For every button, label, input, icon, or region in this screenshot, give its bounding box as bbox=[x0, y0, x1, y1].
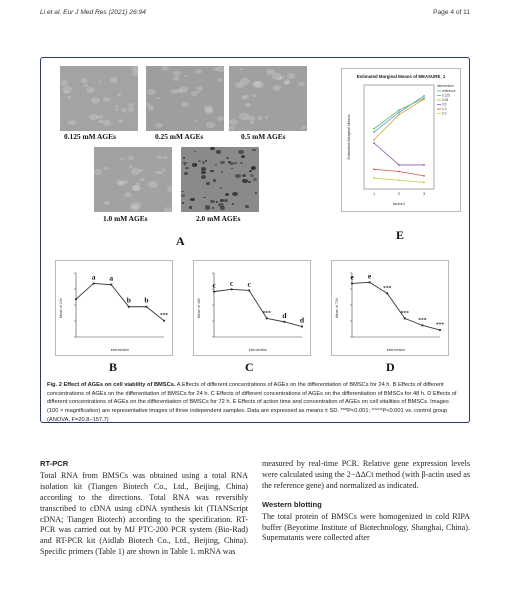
cell-texture bbox=[86, 87, 95, 93]
cell-texture bbox=[232, 192, 238, 196]
data-point bbox=[248, 289, 250, 291]
legend-label: 0.5 bbox=[442, 102, 447, 107]
chart-d bbox=[331, 260, 449, 356]
data-annotation: a bbox=[91, 272, 96, 282]
data-point bbox=[283, 321, 285, 323]
data-annotation: d bbox=[282, 310, 287, 320]
cell-texture bbox=[241, 155, 245, 158]
chart-c-svg bbox=[194, 261, 310, 355]
cell-texture bbox=[99, 80, 103, 83]
data-point bbox=[93, 282, 95, 284]
cell-texture bbox=[301, 126, 306, 130]
cell-texture bbox=[221, 171, 223, 172]
cell-texture bbox=[185, 167, 188, 169]
cell-texture bbox=[265, 116, 269, 118]
chart-e bbox=[341, 68, 461, 212]
cell-texture bbox=[118, 119, 123, 123]
cell-texture bbox=[220, 161, 225, 164]
cell-texture bbox=[104, 201, 110, 205]
x-axis-label: intervention bbox=[110, 348, 130, 352]
y-axis-label: Mean of 72h bbox=[335, 298, 339, 318]
data-point bbox=[213, 291, 215, 293]
cell-texture bbox=[183, 157, 185, 159]
cell-texture bbox=[157, 97, 160, 99]
data-annotation: d bbox=[299, 315, 305, 325]
cell-texture bbox=[250, 121, 254, 124]
cell-texture bbox=[242, 95, 247, 98]
cell-texture bbox=[173, 76, 179, 81]
x-axis-label: intervention bbox=[248, 348, 268, 352]
data-annotation: e bbox=[350, 272, 354, 282]
data-point bbox=[75, 298, 77, 300]
cell-texture bbox=[249, 170, 252, 172]
cell-texture bbox=[205, 205, 211, 209]
cell-texture bbox=[110, 77, 118, 83]
cell-texture bbox=[147, 89, 156, 95]
cell-texture bbox=[173, 71, 180, 76]
cell-texture bbox=[238, 150, 244, 154]
x-tick-label: 1 bbox=[372, 192, 376, 196]
cell-texture bbox=[94, 169, 102, 175]
data-annotation: c bbox=[212, 280, 216, 290]
cell-texture bbox=[212, 207, 214, 208]
data-point bbox=[128, 306, 130, 308]
panel-letter-e: E bbox=[396, 228, 405, 242]
x-axis-label: intervention bbox=[386, 348, 406, 352]
cell-texture bbox=[63, 86, 72, 92]
cell-texture bbox=[195, 120, 198, 122]
data-point bbox=[398, 111, 400, 113]
cell-texture bbox=[242, 179, 247, 183]
plot-area bbox=[364, 85, 434, 189]
cell-texture bbox=[204, 105, 214, 112]
data-point bbox=[439, 329, 441, 331]
cell-texture bbox=[206, 182, 210, 185]
data-annotation: *** bbox=[262, 310, 271, 317]
cell-texture bbox=[213, 179, 216, 181]
data-point bbox=[373, 168, 375, 170]
data-point bbox=[386, 292, 388, 294]
micrograph-0125 bbox=[60, 66, 138, 131]
cell-texture bbox=[217, 116, 224, 121]
cell-texture bbox=[248, 181, 251, 183]
y-axis-label: Estimated Marginal Means bbox=[347, 114, 351, 160]
cell-texture bbox=[201, 175, 206, 179]
data-point bbox=[398, 179, 400, 181]
cell-texture bbox=[252, 149, 255, 151]
cell-texture bbox=[251, 167, 253, 169]
cell-texture bbox=[191, 91, 198, 96]
series-line bbox=[76, 283, 164, 320]
caption-title: Fig. 2 bbox=[47, 382, 62, 388]
cell-texture bbox=[202, 161, 206, 164]
data-annotation: *** bbox=[159, 312, 169, 319]
micrograph-10 bbox=[94, 147, 172, 212]
cell-texture bbox=[115, 109, 119, 112]
data-annotation: *** bbox=[435, 322, 445, 329]
cell-texture bbox=[245, 205, 249, 208]
data-point bbox=[404, 317, 406, 319]
cell-texture bbox=[192, 163, 197, 166]
cell-texture bbox=[170, 89, 177, 94]
cell-texture bbox=[162, 169, 166, 172]
data-point bbox=[398, 171, 400, 173]
y-axis-label: Mean of 24h bbox=[59, 298, 63, 318]
cell-texture bbox=[201, 171, 206, 175]
data-point bbox=[373, 128, 375, 130]
legend-label: 0.25 bbox=[442, 98, 449, 102]
data-point bbox=[163, 320, 165, 322]
body-left-column bbox=[40, 459, 248, 558]
x-axis-label: factor1 bbox=[392, 201, 406, 206]
cell-texture bbox=[140, 178, 145, 181]
cell-texture bbox=[184, 75, 187, 77]
cell-texture bbox=[84, 84, 87, 86]
chart-e-svg bbox=[342, 69, 460, 211]
cell-texture bbox=[81, 78, 87, 82]
cell-texture bbox=[96, 115, 102, 119]
legend-label: reference bbox=[442, 89, 456, 93]
cell-texture bbox=[189, 206, 192, 208]
data-point bbox=[351, 282, 353, 284]
data-point bbox=[373, 131, 375, 133]
cell-texture bbox=[226, 157, 229, 159]
cell-texture bbox=[215, 164, 218, 166]
cell-texture bbox=[206, 122, 214, 128]
micrograph-label: 0.125 mM AGEs bbox=[64, 132, 116, 141]
cell-texture bbox=[128, 107, 135, 112]
cell-texture bbox=[240, 78, 250, 85]
cell-texture bbox=[234, 162, 237, 164]
legend-label: 1.0 bbox=[442, 107, 447, 111]
cell-texture bbox=[167, 186, 172, 192]
data-point bbox=[423, 98, 425, 100]
data-annotation: b bbox=[144, 295, 149, 305]
cell-texture bbox=[196, 86, 203, 91]
micrograph-20 bbox=[181, 147, 259, 212]
cell-texture bbox=[148, 181, 158, 188]
cell-texture bbox=[210, 200, 214, 203]
cell-texture bbox=[218, 203, 223, 207]
cell-texture bbox=[121, 108, 127, 112]
chart-d-svg bbox=[332, 261, 448, 355]
cell-texture bbox=[203, 197, 206, 199]
cell-texture bbox=[198, 160, 201, 162]
cell-texture bbox=[115, 105, 119, 108]
data-point bbox=[373, 142, 375, 144]
micrograph-label: 0.25 mM AGEs bbox=[155, 132, 204, 141]
micrograph-label: 2.0 mM AGEs bbox=[196, 214, 241, 223]
section-heading-rtpcr: RT-PCR bbox=[40, 459, 69, 468]
data-annotation: e bbox=[367, 271, 372, 281]
cell-texture bbox=[164, 207, 172, 212]
data-annotation: c bbox=[247, 279, 251, 289]
cell-texture bbox=[157, 155, 162, 159]
data-point bbox=[423, 175, 425, 177]
cell-texture bbox=[98, 120, 103, 124]
cell-texture bbox=[91, 97, 100, 104]
legend-label: 0.125 bbox=[442, 93, 450, 98]
cell-texture bbox=[133, 185, 140, 190]
page-number: Page 4 of 11 bbox=[433, 9, 470, 16]
cell-texture bbox=[217, 66, 224, 71]
paragraph-rtpcr-cont: measured by real-time PCR. Relative gene expression levels were calculated using the 2−ΔΔCt method (with β-actin used as the reference gene) and normalized as indicated. bbox=[262, 459, 470, 490]
figure-caption bbox=[47, 381, 459, 425]
cell-texture bbox=[273, 85, 281, 91]
cell-texture bbox=[210, 170, 213, 172]
cell-texture bbox=[132, 66, 138, 71]
cell-texture bbox=[245, 103, 251, 107]
data-point bbox=[421, 324, 423, 326]
cell-texture bbox=[231, 168, 233, 169]
cell-texture bbox=[183, 162, 187, 164]
cell-texture bbox=[130, 205, 139, 212]
cell-texture bbox=[287, 73, 295, 79]
cell-texture bbox=[218, 78, 223, 82]
data-point bbox=[301, 325, 303, 327]
body-right-column bbox=[262, 459, 470, 544]
cell-texture bbox=[216, 150, 221, 153]
cell-texture bbox=[257, 116, 263, 120]
series-line bbox=[352, 282, 440, 330]
cell-texture bbox=[67, 96, 71, 99]
cell-texture bbox=[190, 198, 195, 201]
micrograph-05 bbox=[229, 66, 307, 131]
cell-texture bbox=[123, 180, 128, 183]
data-annotation: *** bbox=[418, 317, 427, 324]
cell-texture bbox=[184, 164, 186, 166]
cell-texture bbox=[239, 68, 242, 70]
cell-texture bbox=[224, 199, 228, 202]
panel-letter-d: D bbox=[386, 360, 395, 374]
cell-texture bbox=[229, 119, 238, 125]
caption-lead: Effect of AGEs on cell viability of BMSCs. bbox=[63, 382, 176, 388]
cell-texture bbox=[125, 192, 132, 197]
cell-texture bbox=[210, 147, 214, 150]
paragraph-western: The total protein of BMSCs were homogenized in cold RIPA buffer (Beyotime Institute of Biotechnology, Shanghai, China). Supernatants were collected after bbox=[262, 511, 470, 543]
cell-texture bbox=[242, 174, 246, 177]
cell-texture bbox=[195, 69, 202, 74]
data-point bbox=[373, 139, 375, 141]
cell-texture bbox=[252, 94, 256, 97]
cell-texture bbox=[161, 66, 168, 71]
cell-texture bbox=[220, 199, 224, 202]
cell-texture bbox=[229, 126, 235, 130]
cell-texture bbox=[235, 174, 241, 178]
x-tick-label: 2 bbox=[397, 192, 401, 196]
cell-texture bbox=[298, 82, 305, 87]
cell-texture bbox=[240, 162, 243, 164]
panel-letter-a: A bbox=[176, 234, 185, 248]
chart-b-svg bbox=[56, 261, 172, 355]
cell-texture bbox=[254, 81, 264, 88]
cell-texture bbox=[117, 93, 121, 96]
data-point bbox=[423, 182, 425, 184]
series-line bbox=[214, 289, 302, 326]
cell-texture bbox=[250, 174, 254, 177]
cell-texture bbox=[253, 178, 258, 181]
cell-texture bbox=[225, 193, 229, 196]
panel-letter-c: C bbox=[245, 360, 254, 374]
cell-texture bbox=[146, 103, 149, 105]
cell-texture bbox=[182, 202, 185, 204]
cell-texture bbox=[132, 71, 138, 76]
data-annotation: *** bbox=[383, 285, 392, 292]
data-point bbox=[398, 164, 400, 166]
micrograph-label: 1.0 mM AGEs bbox=[103, 214, 148, 223]
paragraph-rtpcr: Total RNA from BMSCs was obtained using a total RNA isolation kit (Tiangen Biotech Co., Ltd., Beijing, China) according to the directions. Total RNA was reversibly transcribed to cDNA using cDNA synthesis kit (TIANScript cDNA; Tiangen Biotech) according to the specification. RT-PCR was carried out by MJ PTC-200 PCR system (Bio-Rad) and RT-PCR kit (Aidlab Biotech Co., Ltd., Beijing, China). Specific primers (Table 1) are shown in Table 1. mRNA was bbox=[40, 470, 248, 557]
section-heading-western: Western blotting bbox=[262, 499, 322, 509]
chart-c bbox=[193, 260, 311, 356]
cell-texture bbox=[194, 151, 196, 152]
cell-texture bbox=[163, 156, 167, 159]
cell-texture bbox=[179, 86, 189, 93]
cell-texture bbox=[159, 171, 163, 174]
cell-texture bbox=[255, 192, 258, 194]
x-tick-label: 3 bbox=[422, 192, 426, 196]
cell-texture bbox=[103, 97, 110, 102]
data-annotation: a bbox=[109, 273, 114, 283]
cell-texture bbox=[103, 120, 111, 126]
legend-title: intervention bbox=[437, 84, 454, 88]
data-point bbox=[373, 177, 375, 179]
cell-texture bbox=[284, 81, 290, 85]
caption-body: A Effects of different concentrations of AGEs on the differentiation of BMSCs for 24 h. B Effects of different concentrations of AGEs on the differentiation of BMSCs for 24 h. C Effects of different concentrations of AGEs on the differentiation of BMSCs for 48 h. D Effects of different concentrations of AGEs on the differentiation of BMSCs for 72 h. E Effects of action time and concentration of AGEs on cell vitalities of BMSCs. Images (100 × magnification) are representative images of three independent samples. Data are expressed as means ± SD. ***P<0.001; ^^^^P<0.001 vs. control group (ANOVA, F=20.8–157.7) bbox=[47, 382, 457, 423]
cell-texture bbox=[103, 167, 108, 170]
cell-texture bbox=[128, 156, 133, 160]
data-point bbox=[398, 114, 400, 116]
data-point bbox=[369, 281, 371, 283]
data-point bbox=[231, 288, 233, 290]
data-point bbox=[423, 95, 425, 97]
data-annotation: c bbox=[229, 278, 234, 288]
cell-texture bbox=[120, 158, 124, 161]
chart-title: Estimated Marginal Means of MEASURE_1 bbox=[356, 74, 446, 79]
cell-texture bbox=[181, 194, 185, 197]
chart-b bbox=[55, 260, 173, 356]
cell-texture bbox=[247, 116, 255, 121]
data-point bbox=[110, 284, 112, 286]
cell-texture bbox=[155, 123, 163, 128]
cell-texture bbox=[184, 172, 188, 175]
cell-texture bbox=[181, 102, 189, 108]
micrograph-025 bbox=[146, 66, 224, 131]
cell-texture bbox=[181, 191, 184, 193]
figure-2 bbox=[40, 57, 470, 423]
cell-texture bbox=[232, 203, 234, 205]
panel-letter-b: B bbox=[109, 360, 118, 374]
data-point bbox=[266, 317, 268, 319]
data-point bbox=[423, 164, 425, 166]
data-point bbox=[398, 109, 400, 111]
cell-texture bbox=[61, 80, 69, 85]
cell-texture bbox=[69, 120, 76, 125]
cell-texture bbox=[131, 168, 140, 174]
y-axis-label: Mean of 48h bbox=[197, 298, 201, 318]
data-annotation: *** bbox=[400, 310, 409, 317]
cell-texture bbox=[220, 187, 223, 189]
data-point bbox=[145, 306, 147, 308]
journal-header: Li et al. Eur J Med Res (2021) 26:94 bbox=[40, 9, 146, 16]
micrograph-label: 0.5 mM AGEs bbox=[241, 132, 286, 141]
legend-label: 2.0 bbox=[442, 111, 447, 116]
data-annotation: b bbox=[126, 295, 131, 305]
